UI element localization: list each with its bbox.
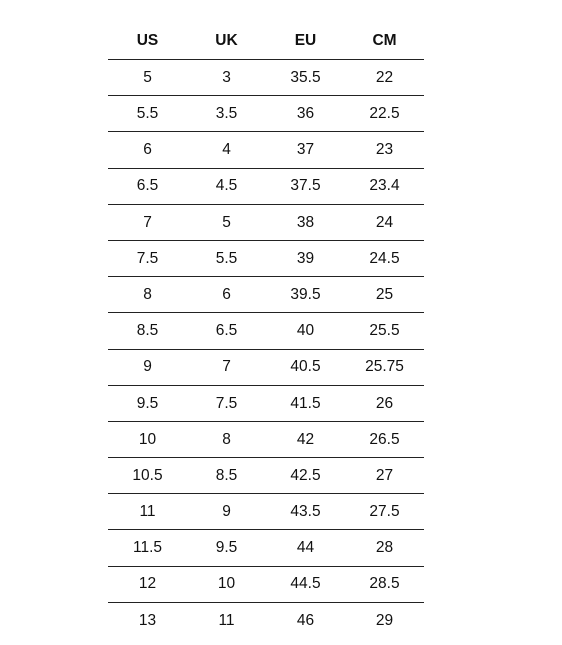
cell-uk: 7.5 [215, 394, 238, 412]
table-row [108, 386, 424, 422]
cell-eu: 38 [296, 213, 315, 231]
cell-us: 5 [143, 68, 152, 86]
cell-eu: 39.5 [290, 285, 321, 303]
cell-uk: 3.5 [215, 105, 238, 123]
cell-uk: 4 [222, 141, 231, 159]
cell-uk: 10 [217, 575, 236, 593]
cell-cm: 26.5 [369, 430, 400, 448]
cell-us: 11.5 [132, 539, 163, 557]
cell-cm: 25.75 [365, 358, 404, 376]
cell-cm: 22.5 [369, 105, 400, 123]
table-row [108, 132, 424, 168]
cell-eu: 35.5 [290, 68, 321, 86]
cell-cm: 28 [375, 539, 394, 557]
cell-eu: 42 [296, 430, 315, 448]
table-body [108, 60, 424, 639]
cell-us: 7.5 [136, 249, 159, 267]
cell-us: 5.5 [136, 105, 159, 123]
cell-us: 10.5 [132, 466, 163, 484]
cell-cm: 24 [375, 213, 394, 231]
cell-cm: 25 [375, 285, 394, 303]
table-row [108, 494, 424, 530]
cell-cm: 23.4 [369, 177, 400, 195]
cell-cm: 29 [375, 612, 394, 630]
table-row [108, 530, 424, 566]
cell-us: 12 [138, 575, 157, 593]
cell-eu: 44.5 [290, 575, 321, 593]
cell-uk: 9 [222, 503, 231, 521]
cell-us: 7 [143, 213, 152, 231]
table-row [108, 603, 424, 639]
table-row [108, 567, 424, 603]
cell-eu: 40 [296, 322, 315, 340]
size-chart-table [108, 22, 424, 639]
cell-uk: 7 [222, 358, 231, 376]
cell-us: 6 [143, 141, 152, 159]
cell-cm: 27.5 [369, 503, 400, 521]
table-row [108, 96, 424, 132]
cell-uk: 4.5 [215, 177, 238, 195]
table-row [108, 205, 424, 241]
cell-us: 11 [139, 503, 156, 521]
cell-eu: 36 [296, 105, 315, 123]
table-row [108, 458, 424, 494]
cell-us: 8 [143, 285, 152, 303]
table-row [108, 169, 424, 205]
cell-cm: 27 [375, 466, 394, 484]
cell-cm: 26 [375, 394, 394, 412]
cell-eu: 43.5 [290, 503, 321, 521]
cell-us: 10 [138, 430, 157, 448]
table-row [108, 350, 424, 386]
table-row [108, 241, 424, 277]
cell-cm: 25.5 [369, 322, 400, 340]
table-row [108, 277, 424, 313]
header-us: US [136, 31, 159, 49]
table-row [108, 313, 424, 349]
cell-us: 9.5 [136, 394, 159, 412]
cell-uk: 6 [222, 285, 231, 303]
cell-eu: 46 [296, 612, 315, 630]
cell-uk: 9.5 [215, 539, 238, 557]
cell-us: 13 [138, 612, 157, 630]
header-uk: UK [215, 31, 238, 49]
cell-us: 9 [143, 358, 152, 376]
cell-eu: 41.5 [290, 394, 321, 412]
cell-cm: 24.5 [369, 249, 400, 267]
cell-us: 8.5 [136, 322, 159, 340]
cell-cm: 28.5 [369, 575, 400, 593]
table-header-row [108, 22, 424, 60]
cell-cm: 23 [375, 141, 394, 159]
cell-uk: 8.5 [215, 466, 238, 484]
cell-eu: 37.5 [290, 177, 321, 195]
cell-uk: 5.5 [215, 249, 238, 267]
cell-us: 6.5 [136, 177, 159, 195]
table-row [108, 422, 424, 458]
header-cm: CM [372, 31, 397, 49]
cell-uk: 3 [222, 68, 231, 86]
cell-uk: 5 [222, 213, 231, 231]
cell-uk: 6.5 [215, 322, 238, 340]
table-row [108, 60, 424, 96]
cell-eu: 40.5 [290, 358, 321, 376]
header-eu: EU [294, 31, 317, 49]
cell-eu: 42.5 [290, 466, 321, 484]
cell-eu: 39 [296, 249, 315, 267]
cell-eu: 37 [296, 141, 315, 159]
cell-uk: 8 [222, 430, 231, 448]
cell-uk: 11 [218, 612, 235, 630]
cell-eu: 44 [296, 539, 315, 557]
cell-cm: 22 [375, 68, 394, 86]
